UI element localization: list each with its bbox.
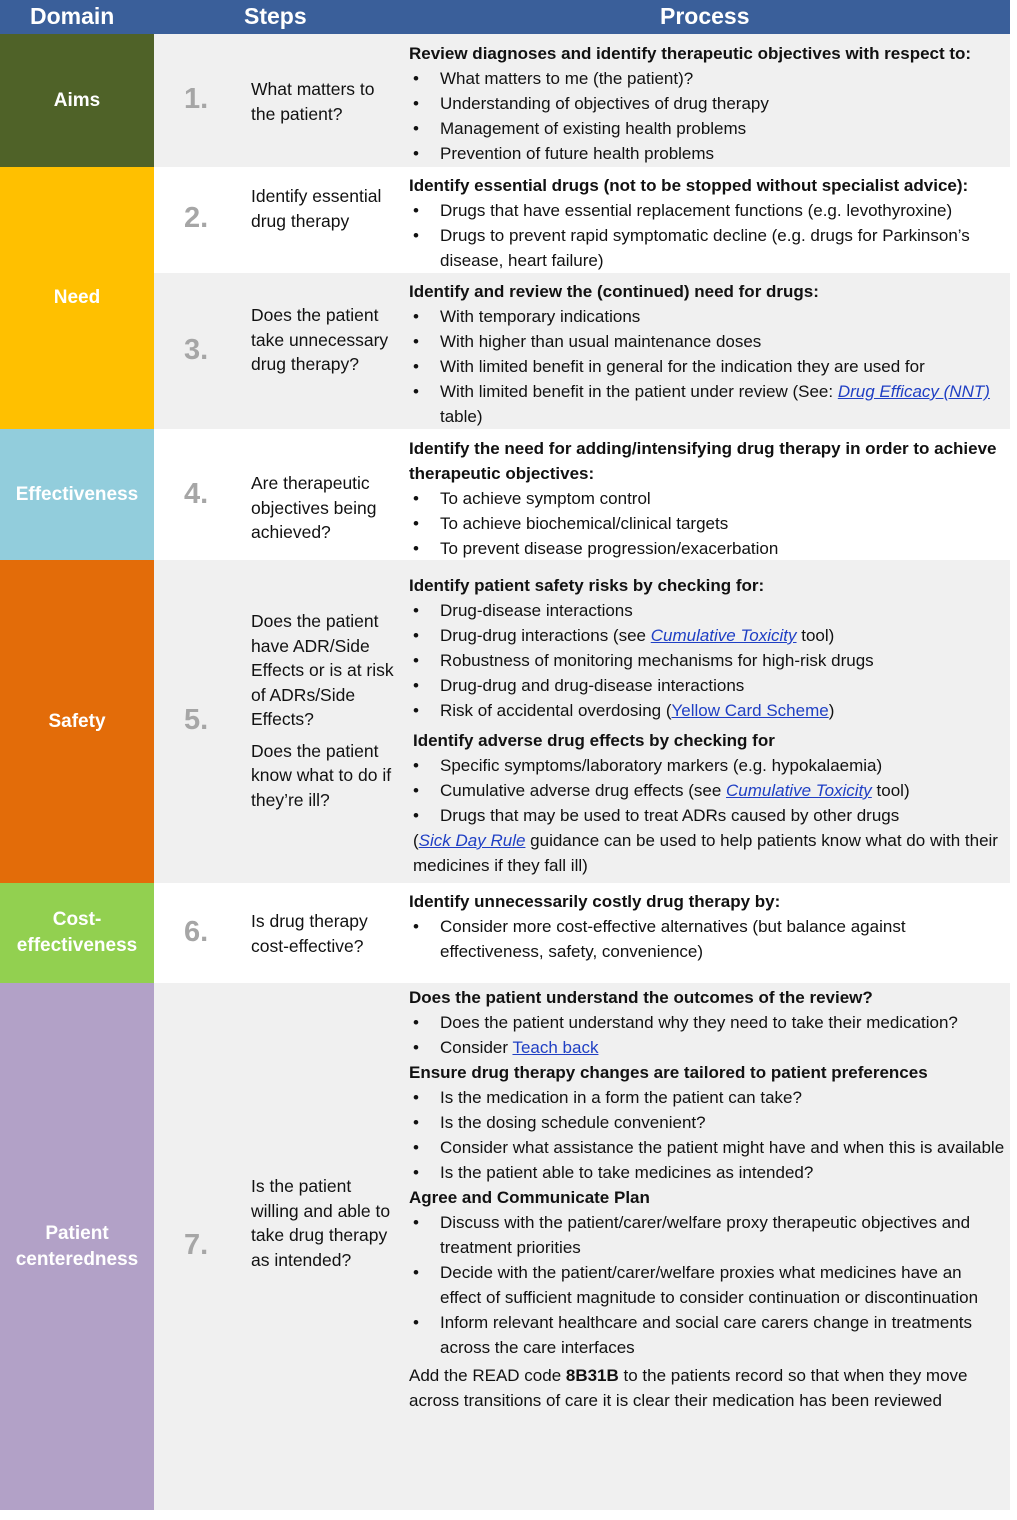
process-bullet: • Management of existing health problems <box>409 116 1007 141</box>
domain-patient-label-2: centeredness <box>15 1248 139 1270</box>
step-question: Is drug therapy cost-effective? <box>251 911 368 956</box>
step-number: 2. <box>184 202 209 234</box>
cumulative-toxicity-link[interactable]: Cumulative Toxicity <box>650 626 797 645</box>
header-domain: Domain <box>30 3 115 29</box>
process-step-3 <box>409 279 1007 429</box>
cumulative-toxicity-link[interactable]: Cumulative Toxicity <box>726 781 872 800</box>
process-bullet: • To prevent disease progression/exacerbation <box>409 536 1007 561</box>
process-bullet: • To achieve biochemical/clinical targets <box>409 511 1007 536</box>
bullet-text: table) <box>440 407 483 426</box>
step-number: 7. <box>184 1229 209 1261</box>
domain-patient-label-1: Patient <box>45 1222 109 1244</box>
step-number: 4. <box>184 478 209 510</box>
process-heading: Agree and Communicate Plan <box>409 1188 650 1207</box>
process-heading: Identify unnecessarily costly drug therapy by: <box>409 892 781 911</box>
process-bullet: • Discuss with the patient/carer/welfare proxy therapeutic objectives and treatment priorities <box>409 1210 1007 1260</box>
step-number: 6. <box>184 916 209 948</box>
process-heading: Review diagnoses and identify therapeutic objectives with respect to: <box>409 44 972 63</box>
domain-safety <box>0 560 154 883</box>
step-question: Is the patient willing and able to take drug therapy as intended? <box>251 1176 391 1270</box>
process-bullet: • Is the dosing schedule convenient? <box>409 1110 1007 1135</box>
process-bullet: • Does the patient understand why they need to take their medication? <box>409 1010 1007 1035</box>
domain-cost-label-1: Cost- <box>52 909 102 930</box>
process-heading: Identify and review the (continued) need for drugs: <box>409 282 819 301</box>
process-bullet: • What matters to me (the patient)? <box>409 66 1007 91</box>
domain-cost-effectiveness <box>0 883 154 983</box>
process-step-2 <box>409 173 1007 273</box>
bullet-text: Risk of accidental overdosing ( <box>440 701 672 720</box>
process-bullet: • Prevention of future health problems <box>409 141 1007 166</box>
note-text: Add the READ code <box>409 1366 566 1385</box>
process-bullet <box>409 698 1007 723</box>
note-text: to the patients record so that when they move across transitions of care it is clear their medication has been reviewed <box>409 1366 968 1410</box>
process-step-6 <box>409 889 1007 964</box>
process-bullet: • Consider more cost-effective alternatives (but balance against effectiveness, safety, convenience) <box>409 914 1007 964</box>
header-steps: Steps <box>244 3 307 29</box>
process-heading: Identify patient safety risks by checking for: <box>409 576 765 595</box>
bullet-text: With limited benefit in the patient under review (See: <box>440 382 838 401</box>
yellow-card-scheme-link[interactable]: Yellow Card Scheme <box>671 701 829 720</box>
step-question: Identify essential drug therapy <box>251 186 382 231</box>
process-bullet <box>409 379 1007 429</box>
process-bullet: • Consider what assistance the patient might have and when this is available <box>409 1135 1007 1160</box>
process-bullet: • Robustness of monitoring mechanisms for high-risk drugs <box>409 648 1007 673</box>
process-bullet: • Drugs that have essential replacement functions (e.g. levothyroxine) <box>409 198 1007 223</box>
drug-efficacy-link[interactable]: Drug Efficacy (NNT) <box>837 382 990 401</box>
step-question: Are therapeutic objectives being achieved? <box>251 473 377 542</box>
domain-effectiveness <box>0 429 154 560</box>
table-header <box>0 0 1010 34</box>
bullet-text: tool) <box>796 626 835 645</box>
process-heading: Identify the need for adding/intensifying drug therapy in order to achieve therapeutic objectives: <box>409 439 997 483</box>
process-bullet: • Drugs to prevent rapid symptomatic decline (e.g. drugs for Parkinson’s disease, heart failure) <box>409 223 1007 273</box>
bullet-text: Cumulative adverse drug effects (see <box>440 781 726 800</box>
teach-back-link[interactable]: Teach back <box>512 1038 599 1057</box>
step-question: What matters to the patient? <box>251 79 375 124</box>
process-bullet: • Specific symptoms/laboratory markers (e.g. hypokalaemia) <box>409 753 1007 778</box>
sick-day-note <box>409 828 1007 878</box>
bullet-text: tool) <box>871 781 910 800</box>
process-step-1 <box>409 41 1007 166</box>
step-question: Does the patient have ADR/Side Effects or is at risk of ADRs/Side Effects? <box>251 611 394 729</box>
step-question: Does the patient take unnecessary drug therapy? <box>251 305 389 374</box>
step-number: 1. <box>184 83 209 115</box>
process-heading: Ensure drug therapy changes are tailored to patient preferences <box>409 1063 928 1082</box>
process-bullet: • To achieve symptom control <box>409 486 1007 511</box>
domain-aims <box>0 34 154 167</box>
domain-cost-label-2: effectiveness <box>16 935 138 956</box>
process-step-5 <box>409 573 1007 878</box>
process-step-7 <box>409 985 1007 1413</box>
process-bullet: • Drug-disease interactions <box>409 598 1007 623</box>
domain-need <box>0 167 154 429</box>
bullet-text: Drug-drug interactions (see <box>440 626 651 645</box>
process-bullet: • Drug-drug and drug-disease interactions <box>409 673 1007 698</box>
domain-safety-label: Safety <box>48 710 106 732</box>
process-heading: Does the patient understand the outcomes of the review? <box>409 988 873 1007</box>
step-number: 5. <box>184 704 209 736</box>
domain-aims-label: Aims <box>53 89 101 111</box>
process-bullet: • With higher than usual maintenance doses <box>409 329 1007 354</box>
step-number: 3. <box>184 334 209 366</box>
bullet-text: ) <box>828 701 835 720</box>
process-bullet <box>409 623 1007 648</box>
process-bullet: • Drugs that may be used to treat ADRs caused by other drugs <box>409 803 1007 828</box>
process-heading: Identify adverse drug effects by checking for <box>413 731 775 750</box>
process-bullet: • Inform relevant healthcare and social care carers change in treatments across the care interfaces <box>409 1310 1007 1360</box>
process-bullet <box>409 778 1007 803</box>
sick-day-rule-link[interactable]: Sick Day Rule <box>418 831 526 850</box>
process-bullet: • With temporary indications <box>409 304 1007 329</box>
process-bullet <box>409 1035 1007 1060</box>
step-question: Does the patient know what to do if they’re ill? <box>251 740 392 810</box>
domain-effectiveness-label: Effectiveness <box>15 483 139 505</box>
header-process: Process <box>660 3 750 29</box>
process-step-4 <box>409 436 1007 561</box>
process-bullet: • Is the patient able to take medicines as intended? <box>409 1160 1007 1185</box>
note-text: guidance can be used to help patients know what do with their medicines if they fall ill) <box>413 831 998 875</box>
domain-need-label: Need <box>53 287 101 308</box>
note-text: ( <box>413 831 419 850</box>
step-question-group <box>251 609 399 819</box>
bullet-text: Consider <box>440 1038 513 1057</box>
process-heading: Identify essential drugs (not to be stopped without specialist advice): <box>409 176 969 195</box>
process-bullet: • With limited benefit in general for the indication they are used for <box>409 354 1007 379</box>
process-bullet: • Decide with the patient/carer/welfare proxies what medicines have an effect of sufficient magnitude to consider continuation or discontinuation <box>409 1260 1007 1310</box>
domain-patient-centeredness <box>0 983 154 1510</box>
process-bullet: • Understanding of objectives of drug therapy <box>409 91 1007 116</box>
read-code: 8B31B <box>565 1366 619 1385</box>
process-bullet: • Is the medication in a form the patient can take? <box>409 1085 1007 1110</box>
read-code-note <box>409 1363 1007 1413</box>
